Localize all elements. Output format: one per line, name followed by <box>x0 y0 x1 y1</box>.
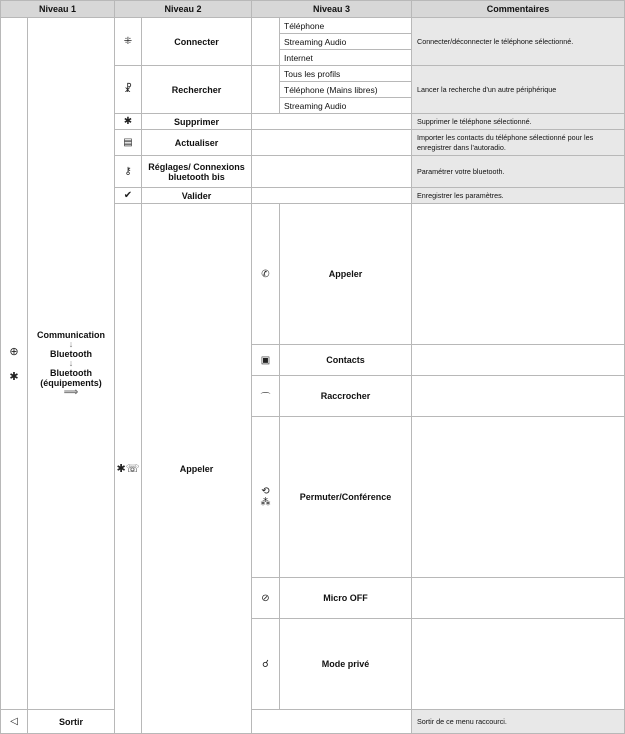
bluetooth-icon: ✱ <box>9 370 19 383</box>
section1-title <box>28 18 115 710</box>
contacts-icon: ▣ <box>252 345 280 376</box>
bluetooth-phone-icon: ✱☏ <box>115 204 142 734</box>
hang-up-icon: ⌒ <box>252 376 280 417</box>
item-contacts[interactable]: Contacts <box>280 345 412 376</box>
item-mode-prive[interactable]: Mode privé <box>280 619 412 710</box>
bluetooth-delete-icon: ✱ <box>115 114 142 130</box>
reglages-label1: Réglages/ Connexions <box>148 161 245 172</box>
item-micro-off[interactable]: Micro OFF <box>280 578 412 619</box>
comment-sortir: Sortir de ce menu raccourci. <box>412 710 625 734</box>
mic-off-icon: ⊘ <box>252 578 280 619</box>
arrow-down-icon: ↓ <box>68 339 74 349</box>
title-bluetooth: Bluetooth <box>50 349 92 359</box>
title-bluetooth-2: Bluetooth <box>50 368 92 378</box>
sub-internet[interactable]: Internet <box>280 50 412 66</box>
item-raccrocher[interactable]: Raccrocher <box>280 376 412 417</box>
private-mode-icon: ☌ <box>252 619 280 710</box>
conference-icon: ⟲ ⁂ <box>252 417 280 578</box>
item-connecter[interactable]: Connecter <box>142 18 252 66</box>
sub-tous-profils[interactable]: Tous les profils <box>280 66 412 82</box>
comment-actualiser: Importer les contacts du téléphone sélectionné pour les enregistrer dans l'autoradio. <box>412 130 625 156</box>
item-reglages[interactable] <box>142 156 252 188</box>
globe-icon: ⊕ <box>9 345 19 358</box>
header-niveau2: Niveau 2 <box>115 1 252 18</box>
header-niveau3: Niveau 3 <box>252 1 412 18</box>
sub-streaming-audio[interactable]: Streaming Audio <box>280 34 412 50</box>
reglages-label2: bluetooth bis <box>168 171 225 182</box>
item-actualiser[interactable]: Actualiser <box>142 130 252 156</box>
check-icon: ✔ <box>115 188 142 204</box>
item-rechercher[interactable]: Rechercher <box>142 66 252 114</box>
comment-supprimer: Supprimer le téléphone sélectionné. <box>412 114 625 130</box>
comment-rechercher: Lancer la recherche d'un autre périphérique <box>412 66 625 114</box>
exit-icon: ◁ <box>1 710 28 734</box>
settings-key-icon: ⚷ <box>115 156 142 188</box>
item-supprimer[interactable]: Supprimer <box>142 114 252 130</box>
handset-icon: ✆ <box>252 204 280 345</box>
phonebook-icon: ▤ <box>115 130 142 156</box>
comment-connecter: Connecter/déconnecter le téléphone sélectionné. <box>412 18 625 66</box>
title-equipements: (équipements) <box>40 378 102 388</box>
item-permuter[interactable]: Permuter/Conférence <box>280 417 412 578</box>
item-appeler[interactable]: Appeler <box>280 204 412 345</box>
sub-streaming-audio-2[interactable]: Streaming Audio <box>280 98 412 114</box>
section2-title: Appeler <box>142 204 252 734</box>
item-valider[interactable]: Valider <box>142 188 252 204</box>
sub-telephone-mains-libres[interactable]: Téléphone (Mains libres) <box>280 82 412 98</box>
section1-icons <box>1 18 28 710</box>
comment-reglages: Paramétrer votre bluetooth. <box>412 156 625 188</box>
title-communication: Communication <box>36 330 105 340</box>
header-commentaires: Commentaires <box>412 1 625 18</box>
arrow-right-icon: ⟹ <box>63 387 79 398</box>
connect-icon: ⁜ <box>115 18 142 66</box>
comment-valider: Enregistrer les paramètres. <box>412 188 625 204</box>
header-niveau1: Niveau 1 <box>1 1 115 18</box>
sub-telephone[interactable]: Téléphone <box>280 18 412 34</box>
arrow-down-icon: ↓ <box>68 358 74 368</box>
search-device-icon: ☧ <box>115 66 142 114</box>
item-sortir[interactable]: Sortir <box>28 710 115 734</box>
